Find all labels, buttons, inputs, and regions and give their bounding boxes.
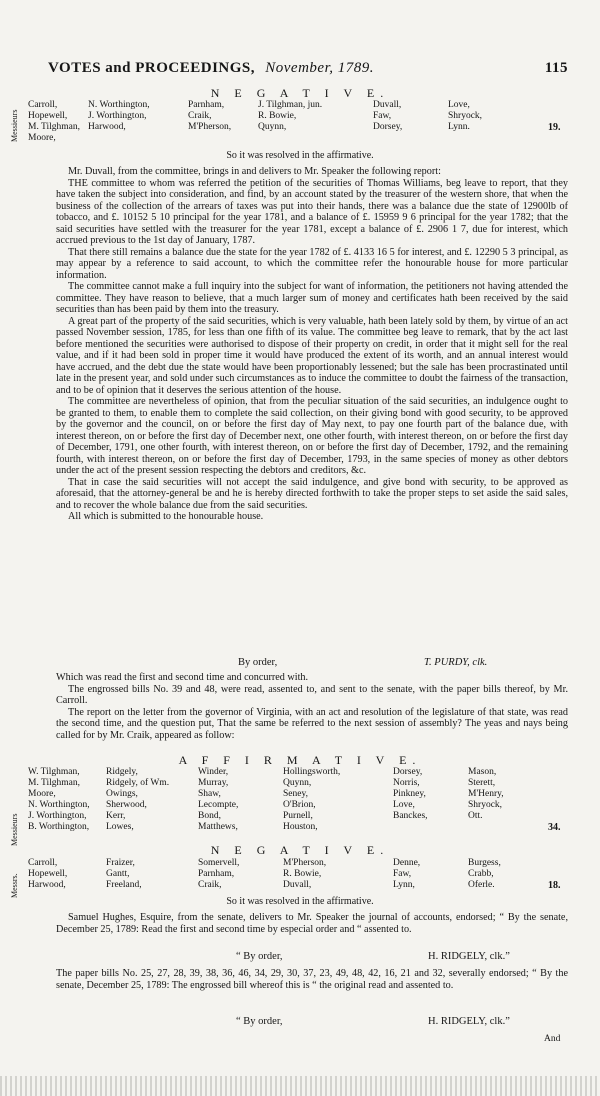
report-paragraph: That there still remains a balance due the state for the year 1782 of £. 4133 16 5 for interest, and £. 12290 5 3 principal, as may appear by a reference to said account, to which the committee refer the honourable house for more particular information. bbox=[56, 246, 568, 281]
member-name: Hopewell, bbox=[28, 111, 68, 121]
vote-side-label: Messrs. bbox=[10, 873, 19, 898]
member-name: M. Tilghman, bbox=[28, 122, 81, 132]
vote-side-label: Messieurs bbox=[10, 813, 19, 846]
member-name: Shryock, bbox=[448, 111, 483, 121]
member-name: Duvall, bbox=[283, 880, 312, 890]
member-name: Banckes, bbox=[393, 811, 428, 821]
member-name: Somervell, bbox=[198, 858, 240, 868]
member-name: Lynn, bbox=[393, 880, 415, 890]
member-name: Kerr, bbox=[106, 811, 126, 821]
member-name: Murray, bbox=[198, 778, 229, 788]
negative-heading: N E G A T I V E. bbox=[210, 86, 390, 100]
member-name: Dorsey, bbox=[373, 122, 403, 132]
member-name: Love, bbox=[448, 100, 470, 110]
clerk-signature: T. PURDY, clk. bbox=[424, 657, 488, 668]
member-name: Quynn, bbox=[283, 778, 312, 788]
member-name: Purnell, bbox=[283, 811, 313, 821]
member-name: Love, bbox=[393, 800, 415, 810]
vote-column bbox=[283, 858, 326, 891]
negative-heading: N E G A T I V E. bbox=[210, 843, 390, 857]
member-name: Duvall, bbox=[373, 100, 402, 110]
by-order: By order, bbox=[238, 657, 278, 668]
member-name: Shryock, bbox=[468, 800, 503, 810]
member-name: Matthews, bbox=[198, 822, 238, 832]
vote-column bbox=[448, 100, 482, 133]
member-name: O'Brion, bbox=[283, 800, 316, 810]
member-name: W. Tilghman, bbox=[28, 767, 80, 777]
member-name: Carroll, bbox=[28, 100, 58, 110]
member-name: Faw, bbox=[393, 869, 412, 879]
vote-count: 19. bbox=[548, 122, 561, 133]
scan-edge bbox=[0, 1076, 600, 1096]
member-name: B. Worthington, bbox=[28, 822, 90, 832]
vote-column bbox=[258, 100, 322, 133]
proceedings bbox=[56, 672, 568, 741]
member-name: Freeland, bbox=[106, 880, 142, 890]
report-closing: All which is submitted to the honourable house. bbox=[68, 511, 264, 522]
member-name: Lynn. bbox=[448, 122, 470, 132]
report-paragraph: The committee are nevertheless of opinion, that from the peculiar situation of the said securities, an indulgence ought to be granted to them, to enable them to complete the said collection, on their giving bond with good security, to be approved by the governor and the council, on or before the first day of May next, to pay one fourth part of the balance due, with interest thereon, on or before the first day of December next, one other fourth, with interest thereon, on or before the first day of December, 1791, one other fourth, with interest thereon, on or before the first day of December, 1792, and the remaining fourth, with interest thereon, on or before the first day of December, 1793, in the same species of money as other debtors under the act of the present session respecting the debtors and creditors, &c. bbox=[56, 396, 568, 476]
member-name: Shaw, bbox=[198, 789, 221, 799]
report-intro: Mr. Duvall, from the committee, brings in and delivers to Mr. Speaker the following report: bbox=[68, 166, 441, 177]
member-name: Craik, bbox=[198, 880, 222, 890]
vote-column bbox=[188, 100, 231, 133]
member-name: J. Worthington, bbox=[28, 811, 87, 821]
member-name: R. Bowie, bbox=[283, 869, 322, 879]
member-name: J. Worthington, bbox=[88, 111, 147, 121]
member-name: Sterett, bbox=[468, 778, 496, 788]
member-name: Craik, bbox=[188, 111, 212, 121]
member-name: Parnham, bbox=[198, 869, 235, 879]
member-name: Norris, bbox=[393, 778, 420, 788]
proceedings-line: The report on the letter from the governor of Virginia, with an act and resolution of the legislature of that state, was read the second time, and the question put, That the same be referred to the next session of assembly? The yeas and nays being called for by Mr. Craik, appeared as follow: bbox=[56, 706, 568, 741]
member-name: M'Pherson, bbox=[283, 858, 327, 868]
member-name: Mason, bbox=[468, 767, 497, 777]
negative-vote-list bbox=[28, 858, 548, 892]
vote-column bbox=[28, 767, 90, 833]
paper-bills-text: The paper bills No. 25, 27, 28, 39, 38, 36, 46, 34, 29, 30, 37, 23, 49, 48, 42, 16, 21 and 32, severally endorsed; “ By the senate, December 25, 1789: The engrossed bill whereof this is “ the original read and assented to. bbox=[56, 968, 568, 991]
running-date: November, 1789. bbox=[265, 60, 375, 76]
member-name: Crabb, bbox=[468, 869, 494, 879]
member-name: Harwood, bbox=[88, 122, 126, 132]
member-name: Pinkney, bbox=[393, 789, 426, 799]
vote-column bbox=[373, 100, 402, 133]
vote-column bbox=[28, 100, 80, 144]
member-name: Lecompte, bbox=[198, 800, 239, 810]
member-name: N. Worthington, bbox=[88, 100, 150, 110]
by-order: “ By order, bbox=[236, 951, 283, 962]
member-name: M'Pherson, bbox=[188, 122, 232, 132]
member-name: M. Tilghman, bbox=[28, 778, 81, 788]
member-name: Burgess, bbox=[468, 858, 501, 868]
member-name: Moore, bbox=[28, 789, 56, 799]
page-header bbox=[48, 60, 568, 77]
member-name: J. Tilghman, jun. bbox=[258, 100, 323, 110]
vote-column bbox=[106, 767, 169, 833]
vote-column bbox=[393, 767, 428, 822]
member-name: Ridgely, of Wm. bbox=[106, 778, 170, 788]
member-name: Ridgely, bbox=[106, 767, 138, 777]
vote-count: 18. bbox=[548, 880, 561, 891]
vote-column bbox=[468, 767, 504, 822]
member-name: Denne, bbox=[393, 858, 421, 868]
vote-side-label: Messieurs bbox=[10, 109, 19, 142]
member-name: R. Bowie, bbox=[258, 111, 297, 121]
member-name: Ott. bbox=[468, 811, 483, 821]
vote-column bbox=[198, 767, 238, 833]
running-title: VOTES and PROCEEDINGS, bbox=[48, 60, 256, 76]
vote-column bbox=[283, 767, 340, 833]
vote-result: So it was resolved in the affirmative. bbox=[226, 896, 374, 907]
paper-bills-message bbox=[56, 968, 568, 991]
member-name: Fraizer, bbox=[106, 858, 135, 868]
report-paragraph: THE committee to whom was referred the petition of the securities of Thomas Williams, beg leave to report, that they have taken the subject into consideration, and find, by an account stated by the treasurer of the western shore, that when the business of the collection of the arrears of taxes was put into their hands, there was a balance due the state of 12900lb of tobacco, and £. 10152 5 10 principal for the year 1781, and a balance of £. 15959 9 6 principal for the year 1782; that the said securities have settled with the treasurer for the year 1781, except a balance of £. 2906 1 7, due for interest, which accrued previous to the 1st day of January, 1787. bbox=[56, 177, 568, 246]
vote-column bbox=[393, 858, 420, 891]
member-name: Houston, bbox=[283, 822, 318, 832]
by-order: “ By order, bbox=[236, 1016, 283, 1027]
member-name: M'Henry, bbox=[468, 789, 504, 799]
committee-report bbox=[56, 166, 568, 523]
clerk-signature: H. RIDGELY, clk.” bbox=[428, 1016, 510, 1027]
page-number: 115 bbox=[544, 60, 568, 76]
member-name: Carroll, bbox=[28, 858, 58, 868]
member-name: Hopewell, bbox=[28, 869, 68, 879]
affirmative-heading: A F F I R M A T I V E. bbox=[178, 753, 422, 767]
member-name: Gantt, bbox=[106, 869, 130, 879]
vote-column bbox=[88, 100, 150, 133]
member-name: Sherwood, bbox=[106, 800, 147, 810]
member-name: Moore, bbox=[28, 133, 56, 143]
member-name: Lowes, bbox=[106, 822, 134, 832]
affirmative-vote-list bbox=[28, 767, 548, 835]
member-name: Harwood, bbox=[28, 880, 66, 890]
report-paragraph: The committee cannot make a full inquiry into the subject for want of information, the petitioners not having attended the committee. They have reason to believe, that a much larger sum of money and certificates hath been received by the said securities than has been paid by them into the treasury. bbox=[56, 281, 568, 315]
member-name: Dorsey, bbox=[393, 767, 423, 777]
senate-message bbox=[56, 912, 568, 935]
member-name: Hollingsworth, bbox=[283, 767, 341, 777]
member-name: Seney, bbox=[283, 789, 308, 799]
report-paragraph: That in case the said securities will not accept the said indulgence, and give bond with security, to be approved as aforesaid, that the attorney-general be and he is hereby directed forthwith to take the proper steps to set aside the said sales, and to recover the whole balance due from the said securities. bbox=[56, 476, 568, 511]
vote-result: So it was resolved in the affirmative. bbox=[226, 150, 374, 161]
vote-column bbox=[468, 858, 501, 891]
report-paragraph: A great part of the property of the said securities, which is very valuable, hath been lately sold by them, by virtue of an act passed November session, 1785, for less than one fifth of its value. The committee beg leave to remark, that by the act last before mentioned the securities were authorised to dispose of their property on credit, in order that it might sell for the real value, and if it had been sold in proper time it would have produced the extent of its worth, and an annual interest would have accrued, and the debt due the state would have been proportionably lessened; but the sale has been procrastinated until late in the present year, and sold under such circumstances as to induce the committee to doubt the fairness of the transaction, and to be of opinion that it deserves the serious attention of the house. bbox=[56, 315, 568, 396]
member-name: Winder, bbox=[198, 767, 229, 777]
vote-column bbox=[198, 858, 239, 891]
member-name: Parnham, bbox=[188, 100, 225, 110]
senate-message-text: Samuel Hughes, Esquire, from the senate, delivers to Mr. Speaker the journal of accounts, endorsed; “ By the senate, December 25, 1789: Read the first and second time by especial order and “ assented to. bbox=[56, 912, 568, 935]
vote-column bbox=[28, 858, 67, 891]
catchword: And bbox=[544, 1034, 561, 1044]
member-name: Bond, bbox=[198, 811, 221, 821]
member-name: Owings, bbox=[106, 789, 138, 799]
vote-column bbox=[106, 858, 142, 891]
member-name: Oferle. bbox=[468, 880, 495, 890]
proceedings-line: Which was read the first and second time and concurred with. bbox=[56, 672, 309, 683]
proceedings-line: The engrossed bills No. 39 and 48, were read, assented to, and sent to the senate, with the paper bills thereof, by Mr. Carroll. bbox=[56, 683, 568, 706]
member-name: N. Worthington, bbox=[28, 800, 90, 810]
clerk-signature: H. RIDGELY, clk.” bbox=[428, 951, 510, 962]
member-name: Faw, bbox=[373, 111, 392, 121]
member-name: Quynn, bbox=[258, 122, 287, 132]
vote-count: 34. bbox=[548, 822, 561, 833]
negative-vote-list bbox=[28, 100, 548, 146]
